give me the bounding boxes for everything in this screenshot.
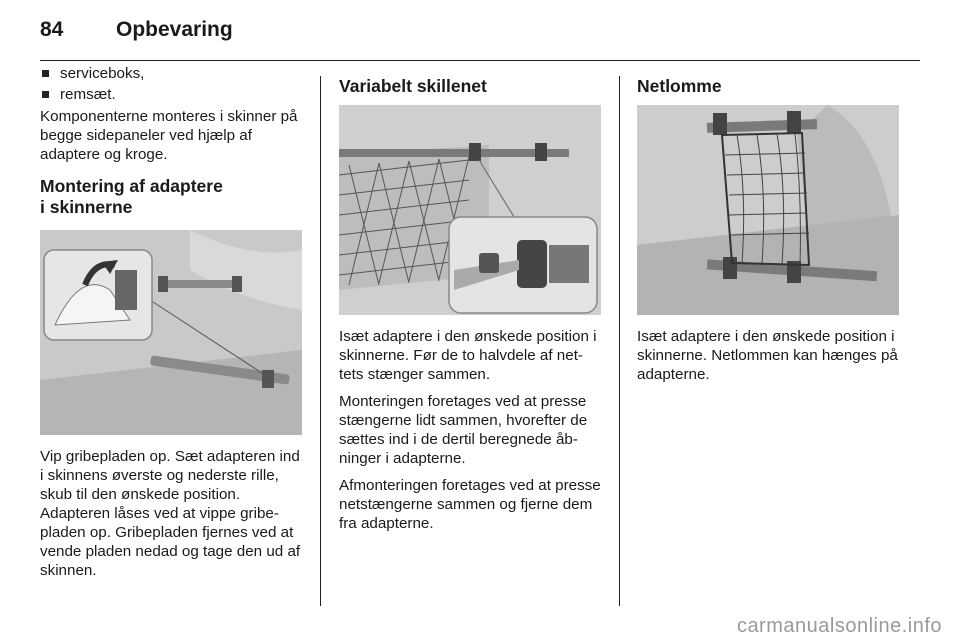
heading-line: i skinnerne: [40, 197, 133, 217]
body-paragraph: Isæt adaptere i den ønskede position i skinnerne. Før de to halvdele af net-tets stænger sammen.: [339, 328, 597, 383]
net-pocket-illustration: [637, 105, 899, 315]
heading-line: Montering af adaptere: [40, 176, 223, 196]
bullet-item: remsæt.: [40, 85, 302, 104]
figure-adapter-rail: [40, 230, 302, 435]
column-left: [40, 64, 302, 588]
section-heading-adapter-mount: [40, 176, 302, 218]
figure-net-pocket: [637, 105, 899, 315]
header-rule: [40, 60, 920, 61]
watermark: carmanualsonline.info: [736, 615, 942, 637]
body-paragraph: Vip gribepladen op. Sæt adapteren ind i skinnens øverste og nederste rille, skub til den ønskede position. Adapteren låses ved at vippe gribe-pladen op. Gribepladen fjernes ved at vende pladen nedad og tage den ud af skinnen.: [40, 448, 301, 579]
bullet-item: serviceboks,: [40, 64, 302, 83]
body-paragraph: Afmonteringen foretages ved at presse netstængerne sammen og fjerne dem fra adapterne.: [339, 477, 601, 532]
column-divider: [320, 76, 321, 606]
column-right: [637, 64, 899, 392]
body-paragraph: Monteringen foretages ved at presse stængerne lidt sammen, hvorefter de sættes ind i de dertil beregnede åb-ninger i adapterne.: [339, 393, 588, 467]
page-title: Opbevaring: [116, 18, 233, 41]
section-heading-divider-net: Variabelt skillenet: [339, 76, 487, 96]
divider-net-illustration: [339, 105, 601, 315]
adapter-rail-illustration: [40, 230, 302, 435]
intro-paragraph: Komponenterne monteres i skinner på begge sidepaneler ved hjælp af adaptere og kroge.: [40, 108, 298, 163]
page-number: 84: [40, 18, 64, 41]
section-heading-net-pocket: Netlomme: [637, 76, 722, 96]
page-header: [40, 18, 233, 42]
body-paragraph: Isæt adaptere i den ønskede position i skinnerne. Netlommen kan hænges på adapterne.: [637, 328, 898, 383]
column-middle: [339, 64, 601, 541]
figure-divider-net: [339, 105, 601, 315]
column-divider: [619, 76, 620, 606]
